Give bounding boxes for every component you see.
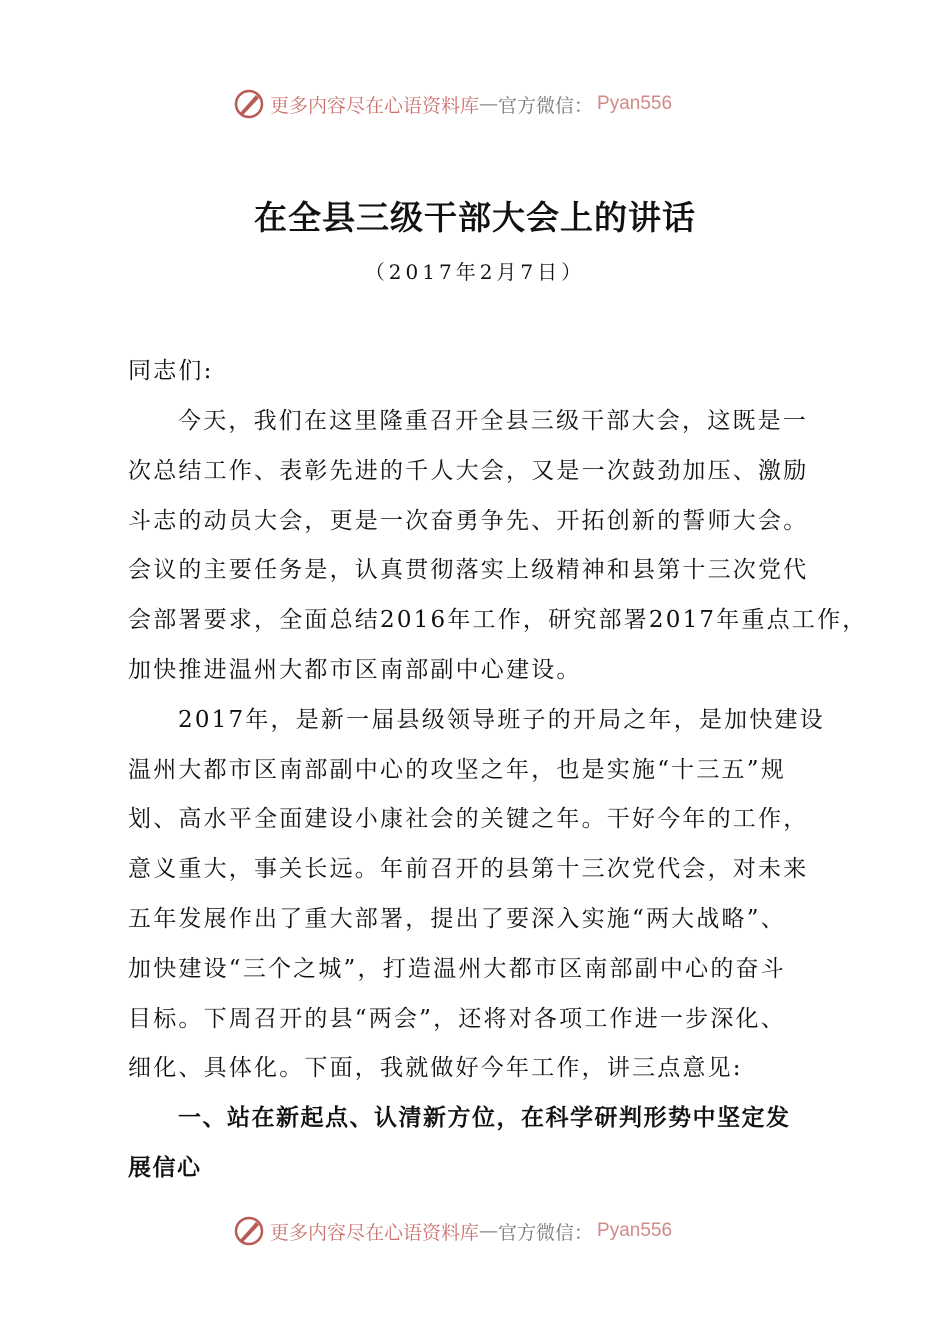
- watermark-footer: [232, 1213, 672, 1249]
- watermark-id: Pyan556: [597, 93, 673, 114]
- body-line: 次总结工作、表彰先进的千人大会，又是一次鼓劲加压、激励: [128, 457, 809, 484]
- salutation: 同志们:: [128, 358, 214, 384]
- pen-logo-icon: [232, 87, 266, 121]
- document-title: 在全县三级干部大会上的讲话: [254, 198, 696, 237]
- watermark-dash: —: [479, 93, 499, 115]
- watermark-label: 官方微信：: [498, 1221, 594, 1244]
- section-heading-cont: 展信心: [128, 1155, 202, 1181]
- body-line: 细化、具体化。下面，我就做好今年工作，讲三点意见:: [128, 1055, 743, 1082]
- pen-logo-icon: [232, 1214, 266, 1248]
- watermark-label: 官方微信：: [498, 94, 594, 117]
- body-line: 会部署要求，全面总结2016年工作，研究部署2017年重点工作，: [128, 607, 868, 634]
- body-line: 五年发展作出了重大部署，提出了要深入实施“两大战略”、: [128, 906, 786, 932]
- body-line: 斗志的动员大会，更是一次奋勇争先、开拓创新的誓师大会。: [128, 507, 809, 534]
- section-heading: 一、站在新起点、认清新方位，在科学研判形势中坚定发: [178, 1105, 791, 1131]
- body-line: 划、高水平全面建设小康社会的关键之年。干好今年的工作，: [128, 806, 809, 833]
- watermark-brand: 更多内容尽在心语资料库: [270, 1221, 480, 1244]
- body-line: 今天，我们在这里隆重召开全县三级干部大会，这既是一: [178, 408, 808, 434]
- watermark-id: Pyan556: [597, 1220, 673, 1241]
- watermark-dash: —: [479, 1220, 499, 1242]
- body-line: 温州大都市区南部副中心的攻坚之年，也是实施“十三五”规: [128, 756, 786, 783]
- body-line: 加快建设“三个之城”，打造温州大都市区南部副中心的奋斗: [128, 955, 786, 982]
- watermark-brand: 更多内容尽在心语资料库: [270, 94, 480, 117]
- body-line: 意义重大，事关长远。年前召开的县第十三次党代会，对未来: [128, 856, 809, 883]
- body-line: 加快推进温州大都市区南部副中心建设。: [128, 657, 582, 683]
- document-date: （2017年2月7日）: [364, 260, 586, 284]
- body-line: 2017年，是新一届县级领导班子的开局之年，是加快建设: [178, 706, 825, 733]
- body-line: 目标。下周召开的县“两会”，还将对各项工作进一步深化、: [128, 1005, 786, 1032]
- body-line: 会议的主要任务是，认真贯彻落实上级精神和县第十三次党代: [128, 557, 809, 584]
- watermark-header: [232, 86, 672, 122]
